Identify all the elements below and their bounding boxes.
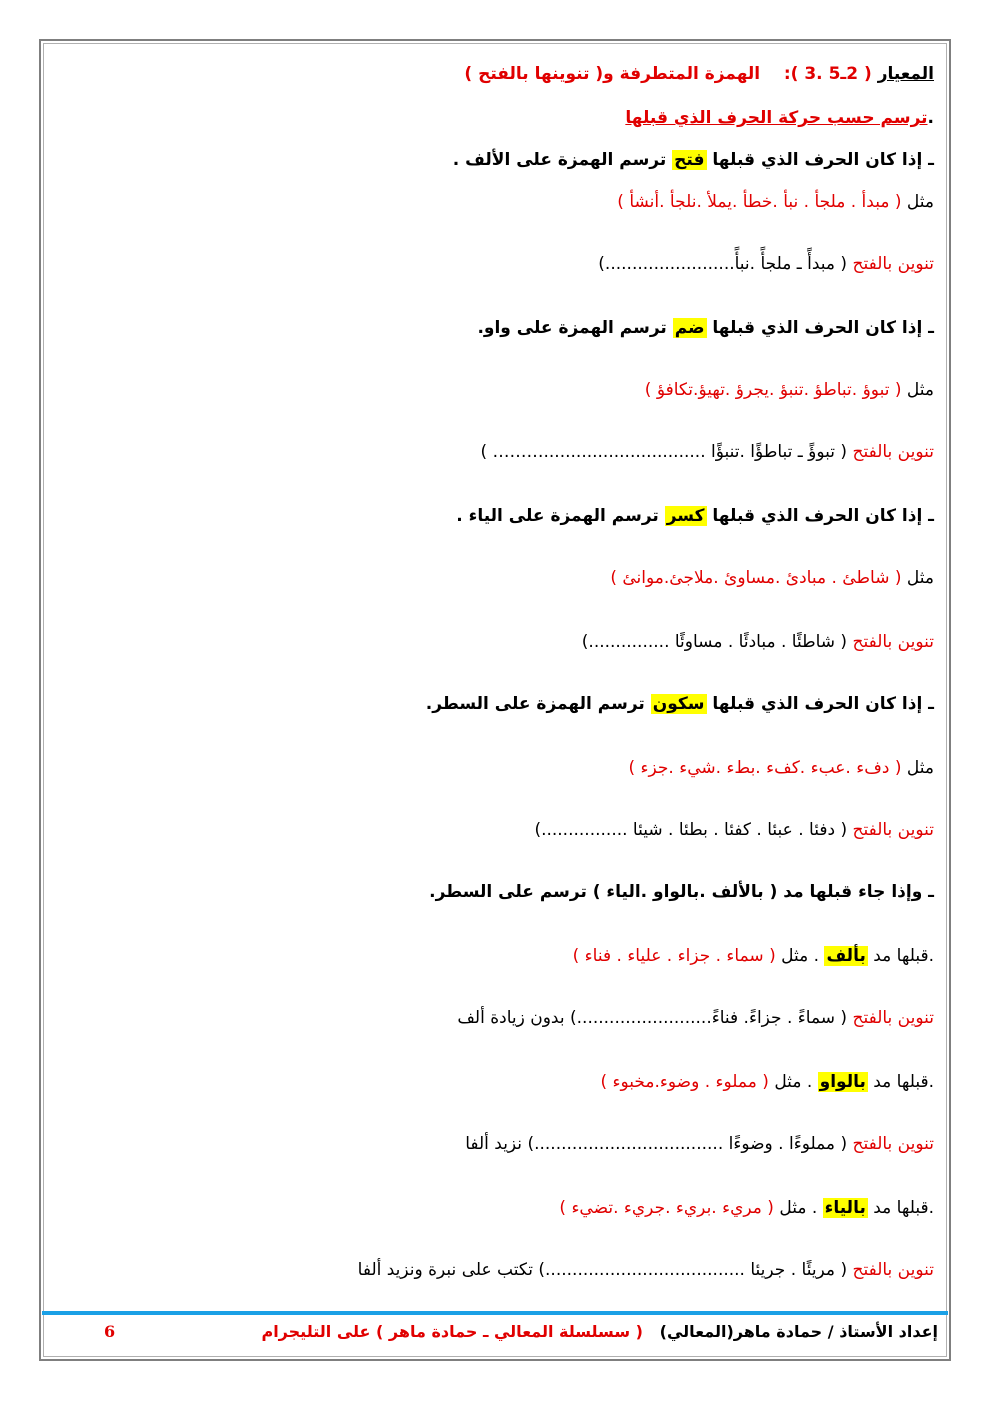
rule-prefix: ـ إذا كان الحرف الذي قبلها bbox=[712, 694, 934, 714]
tanween-text: ( مريئًا . جريئا .....................................) bbox=[538, 1260, 848, 1280]
rule-keyword: ضم bbox=[674, 318, 705, 338]
madd-intro: ـ وإذا جاء قبلها مد ( بالألف .بالواو .الياء ) ترسم على السطر. bbox=[429, 882, 934, 902]
tanween-text: ( شاطئًا . مبادئًا . مساوئًا ...............) bbox=[581, 632, 848, 652]
rule-keyword: سكون bbox=[652, 694, 705, 714]
tanween-note: بدون زيادة ألف bbox=[457, 1008, 565, 1028]
tanween-text: ( سماءً . جزاءً. فناءً.........................) bbox=[570, 1008, 848, 1028]
footer-credits bbox=[261, 1322, 938, 1341]
tanween-line bbox=[598, 252, 934, 276]
subtitle-text: ترسم حسب حركة الحرف الذي قبلها bbox=[625, 108, 928, 128]
footer-rule bbox=[42, 1311, 948, 1315]
example-label: مثل bbox=[906, 380, 934, 400]
standard-code: ( 2ـ5 .3 ): bbox=[783, 64, 872, 84]
madd-mid: . مثل bbox=[774, 1072, 813, 1092]
rule-keyword: كسر bbox=[666, 506, 705, 526]
tanween-note: تكتب على نبرة ونزيد ألفا bbox=[357, 1260, 533, 1280]
footer-author: إعداد الأستاذ / حمادة ماهر(المعالي) bbox=[659, 1322, 938, 1341]
madd-keyword: بألف bbox=[826, 946, 866, 966]
example-label: مثل bbox=[906, 568, 934, 588]
page-number: 6 bbox=[104, 1322, 116, 1341]
standard-header bbox=[464, 62, 934, 86]
madd-tanween-line bbox=[457, 1006, 934, 1030]
example-text: ( شاطئ . مبادئ .مساوئ .ملاجئ.موانئ ) bbox=[610, 568, 902, 588]
tanween-label: تنوين بالفتح bbox=[852, 1134, 934, 1154]
tanween-label: تنوين بالفتح bbox=[852, 254, 934, 274]
tanween-line bbox=[480, 440, 934, 464]
rule-prefix: ـ إذا كان الحرف الذي قبلها bbox=[712, 150, 934, 170]
madd-tanween-line bbox=[465, 1132, 934, 1156]
example-label: مثل bbox=[906, 758, 934, 778]
example-text: ( مبدأ . ملجأ . نبأ .خطأ .يملأ .نلجأ .أنشأ ) bbox=[617, 192, 902, 212]
madd-keyword: بالياء bbox=[824, 1198, 866, 1218]
madd-example-line bbox=[600, 1070, 934, 1094]
madd-example-line bbox=[573, 944, 934, 968]
rule-line bbox=[426, 692, 934, 716]
rule-suffix: ترسم الهمزة على الياء . bbox=[456, 506, 659, 526]
rule-line bbox=[453, 148, 934, 172]
standard-topic: الهمزة المتطرفة و( تنوينها بالفتح ) bbox=[464, 64, 761, 84]
madd-example: ( سماء . جزاء . علياء . فناء ) bbox=[572, 946, 776, 966]
example-label: مثل bbox=[906, 192, 934, 212]
tanween-text: ( دفئا . عبئا . كفئا . بطئا . شيئا ................) bbox=[534, 820, 848, 840]
madd-prefix: .قبلها مد bbox=[873, 946, 934, 966]
example-line bbox=[645, 378, 934, 402]
example-line bbox=[629, 756, 935, 780]
madd-example: ( مملوء . وضوء.مخبوء ) bbox=[600, 1072, 769, 1092]
standard-label: المعيار bbox=[877, 64, 934, 84]
tanween-label: تنوين بالفتح bbox=[852, 1260, 934, 1280]
rule-suffix: ترسم الهمزة على الألف . bbox=[452, 150, 667, 170]
madd-tanween-line bbox=[358, 1258, 934, 1282]
tanween-label: تنوين بالفتح bbox=[852, 1008, 934, 1028]
tanween-text: ( مملوءًا . وضوءًا ...................................) bbox=[527, 1134, 848, 1154]
madd-mid: . مثل bbox=[781, 946, 820, 966]
rule-suffix: ترسم الهمزة على السطر. bbox=[425, 694, 645, 714]
madd-example: ( مريء .بريء .جريء .تضيء ) bbox=[559, 1198, 774, 1218]
rule-keyword: فتح bbox=[674, 150, 705, 170]
rule-suffix: ترسم الهمزة على واو. bbox=[477, 318, 667, 338]
tanween-note: نزيد ألفا bbox=[465, 1134, 523, 1154]
tanween-label: تنوين بالفتح bbox=[852, 820, 934, 840]
madd-prefix: .قبلها مد bbox=[873, 1072, 934, 1092]
example-text: ( دفء .عبء .كفء .بطء .شيء .جزء ) bbox=[628, 758, 902, 778]
footer-series: ( سسلسلة المعالي ـ حمادة ماهر ) على التليجرام bbox=[261, 1322, 643, 1341]
rule-prefix: ـ إذا كان الحرف الذي قبلها bbox=[712, 318, 934, 338]
tanween-label: تنوين بالفتح bbox=[852, 632, 934, 652]
rule-line bbox=[456, 504, 934, 528]
madd-example-line bbox=[559, 1196, 934, 1220]
madd-keyword: بالواو bbox=[819, 1072, 866, 1092]
example-line bbox=[617, 190, 934, 214]
tanween-text: ( تبوؤً ـ تباطؤًا .تنبؤًا ..............................……… ) bbox=[480, 442, 848, 462]
standard-subtitle bbox=[625, 106, 934, 130]
example-text: ( تبوؤ .تباطؤ .تنبؤ .يجرؤ .تهيؤ.تكافؤ ) bbox=[644, 380, 902, 400]
rule-line bbox=[477, 316, 934, 340]
tanween-label: تنوين بالفتح bbox=[852, 442, 934, 462]
madd-prefix: .قبلها مد bbox=[873, 1198, 934, 1218]
example-line bbox=[610, 566, 934, 590]
madd-mid: . مثل bbox=[779, 1198, 818, 1218]
tanween-text: ( مبدأً ـ ملجأً .نبأً........................) bbox=[598, 254, 848, 274]
rule-prefix: ـ إذا كان الحرف الذي قبلها bbox=[712, 506, 934, 526]
tanween-line bbox=[582, 630, 934, 654]
subtitle-dot: . bbox=[927, 108, 934, 128]
tanween-line bbox=[534, 818, 934, 842]
